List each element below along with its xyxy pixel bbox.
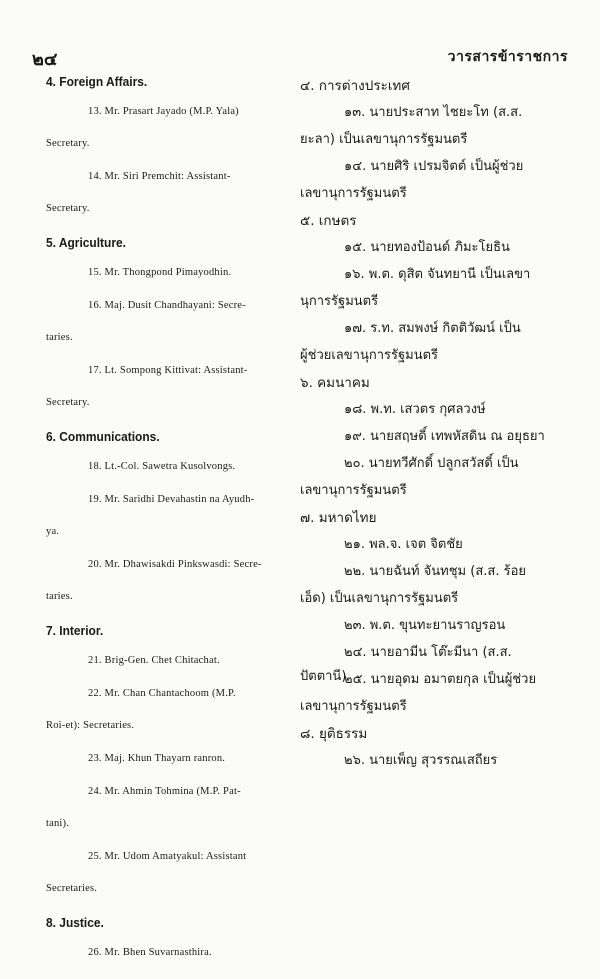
list-item xyxy=(300,236,562,263)
item-continuation: Secretary. xyxy=(46,138,90,149)
section-heading: 8. Justice. xyxy=(46,915,104,930)
item-continuation: ยะลา) เป็นเลขานุการรัฐมนตรี xyxy=(300,132,468,147)
list-item xyxy=(46,493,288,538)
section-heading: 6. Communications. xyxy=(46,429,160,444)
item-text: 21. Brig-Gen. Chet Chitachat. xyxy=(88,655,220,666)
section-heading: ๘. ยุติธรรม xyxy=(300,726,368,742)
item-continuation: Roi-et): Secretaries. xyxy=(46,720,135,731)
list-item xyxy=(300,614,562,641)
item-text: ๑๘. พ.ท. เสวตร กุศลวงษ์ xyxy=(344,402,486,417)
list-item xyxy=(46,752,288,765)
list-item xyxy=(46,170,288,215)
item-first-line: ๑๔. นายศิริ เปรมจิตต์ เป็นผู้ช่วย xyxy=(344,159,524,174)
list-item xyxy=(300,317,562,371)
page-header xyxy=(28,44,572,70)
item-continuation: ผู้ช่วยเลขานุการรัฐมนตรี xyxy=(300,348,439,363)
item-first-line: ๑๖. พ.ต. ดุสิต จันทยานี เป็นเลขา xyxy=(344,267,531,282)
item-continuation: นุการรัฐมนตรี xyxy=(300,294,379,309)
item-first-line: ๒๐. นายทวีศักดิ์ ปลูกสวัสดิ์ เป็น xyxy=(344,456,519,471)
item-first-line: 17. Lt. Sompong Kittivat: Assistant- xyxy=(88,365,248,376)
list-item xyxy=(46,460,288,473)
list-item xyxy=(46,558,288,603)
item-first-line: ๑๓. นายประสาท ไชยะโท (ส.ส. xyxy=(344,105,523,120)
list-item xyxy=(46,364,288,409)
item-text: 15. Mr. Thongpond Pimayodhin. xyxy=(88,267,232,278)
journal-title: วารสารข้าราชการ xyxy=(447,49,568,65)
section-heading: ๕. เกษตร xyxy=(300,213,357,229)
page-number: ๒๔ xyxy=(32,49,58,70)
list-item xyxy=(300,263,562,317)
item-text: 26. Mr. Bhen Suvarnasthira. xyxy=(88,947,212,958)
item-first-line: ๑๗. ร.ท. สมพงษ์ กิตติวัฒน์ เป็น xyxy=(344,321,521,336)
item-first-line: 14. Mr. Siri Premchit: Assistant- xyxy=(88,171,231,182)
item-continuation: เลขานุการรัฐมนตรี xyxy=(300,186,407,201)
item-first-line: 20. Mr. Dhawisakdi Pinkswasdi: Secre- xyxy=(88,559,262,570)
list-item xyxy=(46,946,288,959)
item-first-line: ๒๒. นายฉันท์ จันทชุม (ส.ส. ร้อย xyxy=(344,564,526,579)
item-first-line: ๒๕. นายอุดม อมาตยกุล เป็นผู้ช่วย xyxy=(344,672,537,687)
item-text: ๒๖. นายเพ็ญ สุวรรณเสถียร xyxy=(344,753,498,768)
item-continuation: Secretary. xyxy=(46,203,90,214)
section-heading: ๗. มหาดไทย xyxy=(300,510,377,526)
item-continuation: เลขานุการรัฐมนตรี xyxy=(300,699,407,714)
list-item xyxy=(300,749,562,776)
item-first-line: 19. Mr. Saridhi Devahastin na Ayudh- xyxy=(88,494,255,505)
list-item xyxy=(46,850,288,895)
item-text: 18. Lt.-Col. Sawetra Kusolvongs. xyxy=(88,461,236,472)
item-text: 23. Maj. Khun Thayarn ranron. xyxy=(88,753,226,764)
section-heading: 7. Interior. xyxy=(46,623,104,638)
item-first-line: 25. Mr. Udom Amatyakul: Assistant xyxy=(88,851,247,862)
english-column xyxy=(46,74,288,979)
item-continuation: ya. xyxy=(46,526,60,537)
section-heading: 5. Agriculture. xyxy=(46,235,126,250)
thai-column xyxy=(300,74,562,776)
list-item xyxy=(300,452,562,506)
list-item xyxy=(300,398,562,425)
item-text: ๒๔. นายอามีน โต๊ะมีนา (ส.ส. ปัตตานี) xyxy=(300,645,512,684)
item-continuation: tani). xyxy=(46,818,70,829)
item-text: ๒๓. พ.ต. ขุนทะยานราญรอน xyxy=(344,618,506,633)
list-item xyxy=(46,299,288,344)
list-item xyxy=(46,105,288,150)
item-continuation: เอ็ด) เป็นเลขานุการรัฐมนตรี xyxy=(300,591,459,606)
item-continuation: taries. xyxy=(46,332,73,343)
list-item xyxy=(46,654,288,667)
list-item xyxy=(300,533,562,560)
item-first-line: 16. Maj. Dusit Chandhayani: Secre- xyxy=(88,300,246,311)
item-continuation: taries. xyxy=(46,591,73,602)
list-item xyxy=(300,560,562,614)
section-heading: 4. Foreign Affairs. xyxy=(46,74,148,89)
item-text: ๑๙. นายสฤษดิ์ เทพหัสดิน ณ อยุธยา xyxy=(344,429,545,444)
item-text: ๒๑. พล.จ. เจต จิตชัย xyxy=(344,537,463,552)
section-heading: ๔. การต่างประเทศ xyxy=(300,78,410,94)
item-text: ๑๕. นายทองป้อนด์ ภิมะโยธิน xyxy=(344,240,510,255)
item-continuation: Secretary. xyxy=(46,397,90,408)
item-continuation: Secretaries. xyxy=(46,883,98,894)
list-item xyxy=(300,101,562,155)
item-first-line: 13. Mr. Prasart Jayado (M.P. Yala) xyxy=(88,106,239,117)
list-item xyxy=(300,425,562,452)
list-item xyxy=(46,785,288,830)
item-continuation: เลขานุการรัฐมนตรี xyxy=(300,483,407,498)
list-item xyxy=(46,687,288,732)
section-heading: ๖. คมนาคม xyxy=(300,375,370,391)
item-first-line: 24. Mr. Ahmin Tohmina (M.P. Pat- xyxy=(88,786,241,797)
list-item xyxy=(46,266,288,279)
item-first-line: 22. Mr. Chan Chantachoom (M.P. xyxy=(88,688,236,699)
list-item xyxy=(300,155,562,209)
